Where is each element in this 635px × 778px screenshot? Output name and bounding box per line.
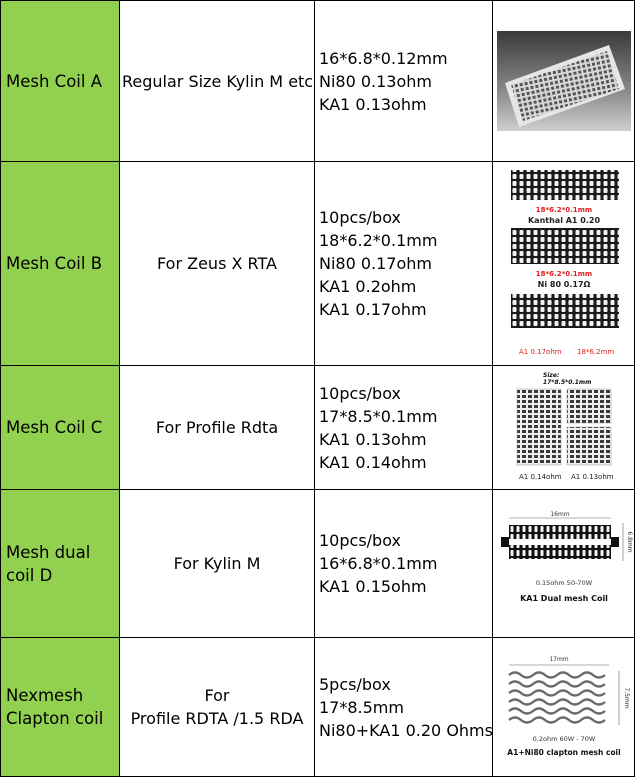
- coil-b-label-1: 18*6.2*0.1mm: [535, 205, 592, 214]
- coil-d-width-label: 16mm: [549, 510, 570, 518]
- usage-text: For Kylin M: [173, 554, 261, 573]
- usage-cell: [120, 366, 315, 490]
- mesh-dual-coil-d-photo: [497, 509, 631, 619]
- product-name-cell: [1, 1, 120, 162]
- spec-line: 17*8.5mm: [319, 697, 404, 717]
- coil-c-foot-left: A1 0.14ohm: [518, 472, 562, 481]
- table-row: [1, 1, 635, 162]
- coil-b-foot-right: 18*6.2mm: [576, 347, 614, 356]
- coil-d-caption: KA1 Dual mesh Coil: [519, 593, 608, 603]
- usage-cell: [120, 1, 315, 162]
- spec-line: KA1 0.15ohm: [319, 577, 427, 596]
- usage-text: Regular Size Kylin M etc: [122, 71, 314, 91]
- mesh-coil-a-photo: [497, 31, 631, 131]
- product-name-cell: [1, 490, 120, 638]
- coil-c-size-value: 17*8.5*0.1mm: [542, 378, 591, 386]
- spec-cell: [315, 162, 493, 366]
- spec-line: KA1 0.14ohm: [319, 452, 427, 472]
- coil-d-height-label: 6.8mm: [625, 530, 633, 553]
- product-name: Mesh Coil B: [6, 254, 103, 273]
- clapton-height-label: 7.5mm: [622, 687, 630, 709]
- coil-c-size-label: Size:: [542, 371, 559, 379]
- spec-cell: [315, 366, 493, 490]
- spec-cell: [315, 638, 493, 777]
- mesh-coil-b-photo: [497, 166, 631, 362]
- usage-text: Profile RDTA /1.5 RDA: [130, 709, 304, 728]
- table-row: [1, 638, 635, 777]
- spec-line: 18*6.2*0.1mm: [319, 231, 438, 250]
- spec-line: KA1 0.17ohm: [319, 300, 427, 319]
- product-name: Mesh Coil A: [6, 71, 103, 91]
- product-image-cell: [493, 1, 635, 162]
- clapton-caption: A1+Ni80 clapton mesh coil: [506, 748, 621, 757]
- spec-line: 10pcs/box: [319, 208, 401, 227]
- product-name-cell: [1, 162, 120, 366]
- usage-cell: [120, 162, 315, 366]
- spec-line: KA1 0.2ohm: [319, 277, 417, 296]
- spec-line: Ni80 0.13ohm: [319, 71, 432, 91]
- usage-cell: [120, 490, 315, 638]
- usage-text: For Profile Rdta: [155, 418, 279, 437]
- product-name: Clapton coil: [6, 709, 104, 728]
- nexmesh-clapton-coil-photo: [497, 651, 631, 763]
- table-row: [1, 162, 635, 366]
- spec-cell: [315, 1, 493, 162]
- coil-b-foot-left: A1 0.17ohm: [518, 347, 562, 356]
- usage-text: For: [204, 686, 230, 705]
- spec-line: 16*6.8*0.12mm: [319, 48, 448, 68]
- product-image-cell: [493, 162, 635, 366]
- product-image-cell: [493, 638, 635, 777]
- usage-cell: [120, 638, 315, 777]
- product-image-cell: [493, 490, 635, 638]
- spec-cell: [315, 490, 493, 638]
- coil-b-label-3: 18*6.2*0.1mm: [535, 269, 592, 278]
- coil-d-power: 0.15ohm 50-70W: [535, 578, 592, 587]
- product-name: Nexmesh: [6, 686, 84, 705]
- spec-line: 10pcs/box: [319, 383, 401, 403]
- spec-line: 16*6.8*0.1mm: [319, 554, 438, 573]
- clapton-power: 0.2ohm 60W - 70W: [532, 735, 595, 743]
- clapton-width-label: 17mm: [548, 656, 569, 663]
- mesh-coil-c-photo: [497, 369, 631, 487]
- product-name-cell: [1, 366, 120, 490]
- product-name: coil D: [6, 565, 53, 585]
- product-name: Mesh dual: [6, 542, 91, 562]
- spec-line: KA1 0.13ohm: [319, 429, 427, 449]
- spec-line: 17*8.5*0.1mm: [319, 406, 438, 426]
- product-image-cell: [493, 366, 635, 490]
- product-name: Mesh Coil C: [6, 418, 103, 437]
- usage-text: For Zeus X RTA: [157, 254, 277, 273]
- spec-line: Ni80+KA1 0.20 Ohms: [319, 720, 493, 740]
- spec-line: 10pcs/box: [319, 531, 401, 550]
- product-name-cell: [1, 638, 120, 777]
- coil-b-label-2: Kanthal A1 0.20: [527, 215, 600, 225]
- table-row: [1, 366, 635, 490]
- spec-line: Ni80 0.17ohm: [319, 254, 432, 273]
- spec-line: KA1 0.13ohm: [319, 94, 427, 114]
- table-row: [1, 490, 635, 638]
- coil-b-label-4: Ni 80 0.17Ω: [537, 279, 590, 289]
- coil-c-foot-right: A1 0.13ohm: [570, 472, 614, 481]
- spec-line: 5pcs/box: [319, 674, 391, 694]
